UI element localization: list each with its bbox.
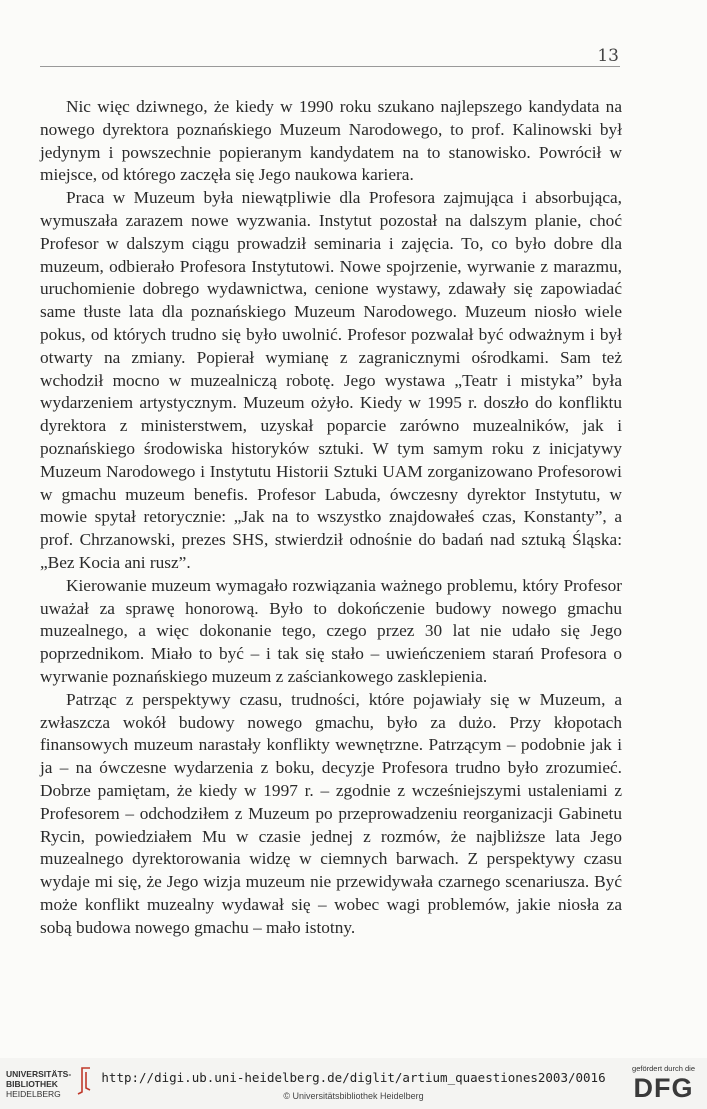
library-name-line-1: UNIVERSITÄTS- bbox=[6, 1069, 72, 1079]
paragraph-4: Patrząc z perspektywy czasu, trudności, które pojawiały się w Muzeum, a zwłaszcza wokół budowy nowego gmachu, było za dużo. Przy kłopotach finansowych muzeum narastały konflikty wewnętrzne. Patrzącym – podobnie jak i ja – na ówczesne wydarzenia z boku, decyzje Profesora trudno było zrozumieć. Dobrze pamiętam, że kiedy w 1997 r. – zgodnie z wcześniejszymi ustaleniami z Profesorem – odchodziłem z Muzeum po przeprowadzeniu reorganizacji Gabinetu Rycin, powiedziałem Mu w czasie jednej z rozmów, że najbliższe lata Jego muzealnego dyrektorowania widzę w ciemnych barwach. Z perspektywy czasu wydaje mi się, że Jego wizja muzeum nie przewidywała czarnego scenariusza. Być może konflikt muzealny wydawał się – wobec wagi problemów, jakie niosła za sobą budowa nowego gmachu – mało istotny. bbox=[40, 689, 622, 937]
paragraph-2: Praca w Muzeum była niewątpliwie dla Profesora zajmująca i absorbująca, wymuszała zarazem nowe wyzwania. Instytut pozostał na dalszym planie, choć Profesor w dalszym ciągu prowadził seminaria i zajęcia. To, co było dobre dla muzeum, odbierało Profesora Instytutowi. Nowe spojrzenie, wyrwanie z marazmu, uruchomienie dobrego wydawnictwa, cenione wystawy, zdawały się zapowiadać same tłuste lata dla poznańskiego Muzeum Narodowego. Muzeum niosło wiele pokus, od których trudno się było uwolnić. Profesor pozwalał być odważnym i był otwarty na zmiany. Popierał wymianę z zagranicznymi ośrodkami. Sam też wchodził mocno w muzealniczą robotę. Jego wystawa „Teatr i mistyka” była wydarzeniem artystycznym. Muzeum ożyło. Kiedy w 1995 r. doszło do konfliktu dyrektora z ministerstwem, uzyskał poparcie zarówno muzealników, jak i poznańskiego środowiska historyków sztuki. W tym samym roku z inicjatywy Muzeum Narodowego i Instytutu Historii Sztuki UAM zorganizowano Profesorowi w gmachu muzeum benefis. Profesor Labuda, ówczesny dyrektor Instytutu, w mowie spytał retorycznie: „Jak na to wszystko znajdowałeś czas, Konstanty”, a prof. Chrzanowski, prezes SHS, stwierdził odnośnie do badań nad sztuką Śląska: „Bez Kocia ani rusz”. bbox=[40, 188, 622, 572]
text-body bbox=[40, 96, 622, 939]
sponsor-logo bbox=[632, 1064, 695, 1103]
source-url-link[interactable]: http://digi.ub.uni-heidelberg.de/diglit/artium_quaestiones2003/0016 bbox=[101, 1070, 606, 1085]
library-name-line-3: HEIDELBERG bbox=[6, 1089, 61, 1099]
paragraph-1: Nic więc dziwnego, że kiedy w 1990 roku szukano najlepszego kandydata na nowego dyrektora poznańskiego Muzeum Narodowego, to prof. Kalinowski był jedynym i powszechnie popieranym kandydatem na to stanowisko. Powrócił w miejsce, od którego zaczęła się Jego naukowa kariera. bbox=[40, 97, 622, 185]
sponsor-name: DFG bbox=[633, 1073, 694, 1103]
sponsor-label: gefördert durch die bbox=[632, 1064, 695, 1073]
library-name-line-2: BIBLIOTHEK bbox=[6, 1079, 58, 1089]
copyright-notice: © Universitätsbibliothek Heidelberg bbox=[283, 1091, 424, 1101]
page-number: 13 bbox=[597, 46, 619, 66]
header-rule bbox=[40, 66, 620, 67]
paragraph-3: Kierowanie muzeum wymagało rozwiązania ważnego problemu, który Profesor uważał za sprawę honorową. Było to dokończenie budowy nowego gmachu muzealnego, a więc dokonanie tego, czego przez 30 lat nie udało się Jego poprzednikom. Miało to być – i tak się stało – uwieńczeniem starań Profesora o wyrwanie poznańskiego muzeum z zaściankowego zasklepienia. bbox=[40, 575, 622, 686]
